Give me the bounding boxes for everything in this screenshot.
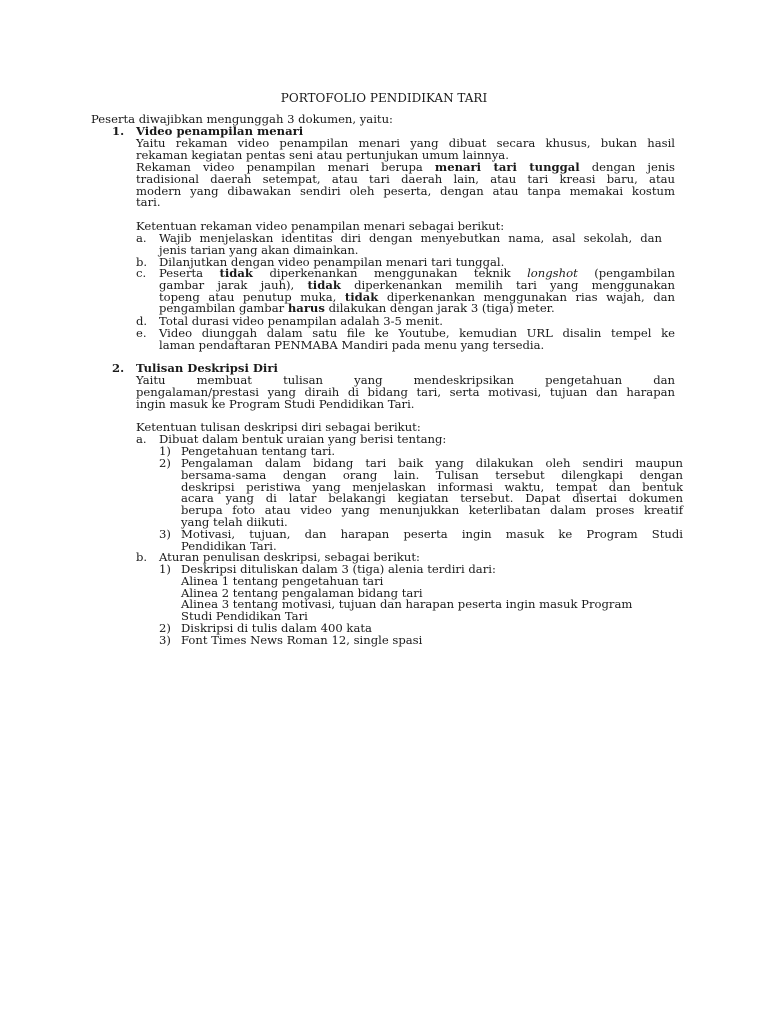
list-marker: b.: [136, 550, 148, 564]
list-marker: c.: [136, 266, 147, 280]
item-line: Studi Pendidikan Tari: [181, 609, 308, 624]
paragraph-line: tradisional daerah setempat, atau tari daerah lain, atau tari kreasi baru, atau: [136, 171, 675, 186]
paragraph-line: pengalaman/prestasi yang diraih di bidang tari, serta motivasi, tujuan dan harapan: [136, 384, 675, 399]
item-line: bersama-sama dengan orang lain. Tulisan tersebut dilengkapi dengan: [181, 467, 683, 482]
section-1-item-a: [159, 233, 662, 257]
item-line: Motivasi, tujuan, dan harapan peserta ingin masuk ke Program Studi: [181, 527, 683, 541]
section-2-item-b: Aturan penulisan deskripsi, sebagai berikut:: [159, 550, 420, 564]
item-line: deskripsi peristiwa yang menjelaskan informasi waktu, tempat dan bentuk: [181, 479, 683, 494]
section-2-rules-intro: Ketentuan tulisan deskripsi diri sebagai berikut:: [136, 420, 421, 434]
paragraph-line: Rekaman video penampilan menari berupa menari tari tunggal dengan jenis: [136, 160, 675, 174]
item-line: berupa foto atau video yang menunjukkan keterlibatan dalam proses kreatif: [181, 503, 683, 518]
item-line: gambar jarak jauh), tidak diperkenankan memilih tari yang menggunakan: [159, 277, 675, 292]
section-1-item-c: [159, 268, 675, 315]
list-marker: a.: [136, 432, 147, 446]
paragraph-line: rekaman kegiatan pentas seni atau pertunjukan umum lainnya.: [136, 147, 509, 162]
sub-marker: 3): [159, 633, 171, 647]
item-line: Alinea 1 tentang pengetahuan tari: [181, 573, 384, 588]
paragraph-line: Yaitu membuat tulisan yang mendeskripsikan pengetahuan dan: [136, 373, 675, 387]
item-line: jenis tarian yang akan dimainkan.: [159, 242, 359, 257]
sub-marker: 2): [159, 456, 171, 470]
sub-marker: 1): [159, 562, 171, 576]
item-line: Pendidikan Tari.: [181, 538, 277, 553]
section-1-paragraph-1: [136, 138, 675, 162]
item-line: Peserta tidak diperkenankan menggunakan teknik longshot (pengambilan: [159, 266, 676, 280]
item-line: Alinea 3 tentang motivasi, tujuan dan harapan peserta ingin masuk Program: [181, 597, 633, 612]
bold-phrase: menari tari tunggal: [434, 160, 580, 174]
section-1-paragraph-2: [136, 162, 675, 209]
list-marker: e.: [136, 326, 147, 340]
section-2-number: 2.: [112, 361, 125, 375]
section-1-number: 1.: [112, 124, 125, 138]
intro-text: Peserta diwajibkan mengunggah 3 dokumen, yaitu:: [91, 112, 393, 126]
item-line: yang telah diikuti.: [181, 514, 288, 529]
section-1-heading: Video penampilan menari: [136, 124, 304, 138]
paragraph-line: tari.: [136, 195, 161, 210]
section-2-b-sub-2: Diskripsi di tulis dalam 400 kata: [181, 621, 372, 635]
item-line: Deskripsi dituliskan dalam 3 (tiga) alenia terdiri dari:: [181, 562, 496, 576]
section-2-paragraph-1: [136, 375, 675, 410]
sub-marker: 2): [159, 621, 171, 635]
section-2-b-sub-1: [181, 564, 632, 623]
section-1-rules-intro: Ketentuan rekaman video penampilan menari sebagai berikut:: [136, 219, 505, 233]
section-2-b-sub-3: Font Times News Roman 12, single spasi: [181, 633, 423, 647]
item-line: Video diunggah dalam satu file ke Youtube, kemudian URL disalin tempel ke: [159, 326, 675, 340]
sub-marker: 3): [159, 527, 171, 541]
document-title: PORTOFOLIO PENDIDIKAN TARI: [280, 91, 488, 105]
item-line: Alinea 2 tentang pengalaman bidang tari: [181, 585, 423, 600]
paragraph-line: ingin masuk ke Program Studi Pendidikan Tari.: [136, 396, 415, 411]
item-line: pengambilan gambar harus dilakukan dengan jarak 3 (tiga) meter.: [159, 301, 555, 316]
section-2-item-a: Dibuat dalam bentuk uraian yang berisi tentang:: [159, 432, 447, 446]
paragraph-line: Yaitu rekaman video penampilan menari yang dibuat secara khusus, bukan hasil: [136, 136, 675, 150]
list-marker: a.: [136, 231, 147, 245]
section-2-a-sub-2: [181, 458, 683, 529]
list-marker: b.: [136, 255, 148, 269]
section-2-a-sub-1: Pengetahuan tentang tari.: [181, 444, 336, 458]
item-line: acara yang di latar belakangi kegiatan tersebut. Dapat disertai dokumen: [181, 491, 683, 506]
item-line: Pengalaman dalam bidang tari baik yang dilakukan oleh sendiri maupun: [181, 456, 683, 470]
section-1-item-d: Total durasi video penampilan adalah 3-5 menit.: [159, 314, 443, 328]
item-line: topeng atau penutup muka, tidak diperkenankan menggunakan rias wajah, dan: [159, 289, 675, 304]
list-marker: d.: [136, 314, 148, 328]
section-1-item-b: Dilanjutkan dengan video penampilan menari tari tunggal.: [159, 255, 505, 269]
item-line: Wajib menjelaskan identitas diri dengan menyebutkan nama, asal sekolah, dan: [159, 231, 662, 245]
item-line: laman pendaftaran PENMABA Mandiri pada menu yang tersedia.: [159, 337, 545, 352]
paragraph-line: modern yang dibawakan sendiri oleh peserta, dengan atau tanpa memakai kostum: [136, 183, 675, 198]
sub-marker: 1): [159, 444, 171, 458]
section-1-item-e: [159, 328, 675, 352]
section-2-heading: Tulisan Deskripsi Diri: [136, 361, 278, 375]
